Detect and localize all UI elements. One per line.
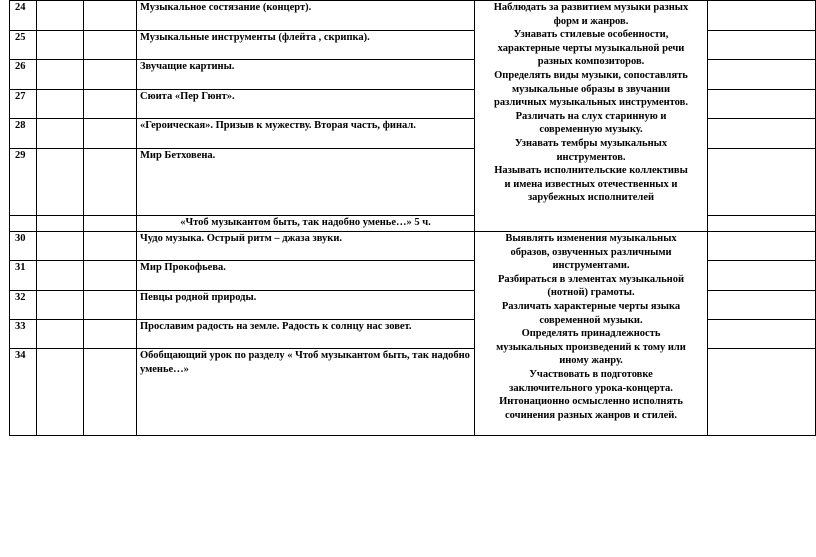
empty-cell bbox=[708, 261, 816, 291]
empty-cell bbox=[84, 232, 137, 261]
empty-cell bbox=[37, 349, 84, 436]
goal-line: Разбираться в элементах музыкальной bbox=[498, 273, 684, 285]
empty-cell bbox=[37, 31, 84, 60]
goal-line: и имена известных отечественных и bbox=[504, 178, 678, 190]
lesson-topic: Мир Бетховена. bbox=[137, 149, 475, 216]
empty-cell bbox=[708, 1, 816, 31]
goal-line: Наблюдать за развитием музыки разных bbox=[493, 2, 689, 13]
lesson-topic: Обобщающий урок по разделу « Чтоб музыкантом быть, так надобно уменье…» bbox=[137, 349, 475, 436]
learning-goals-cell bbox=[475, 232, 708, 436]
goal-line: форм и жанров. bbox=[553, 15, 629, 27]
empty-cell bbox=[708, 291, 816, 320]
lesson-number: 24 bbox=[10, 1, 37, 31]
lesson-topic: Звучащие картины. bbox=[137, 60, 475, 90]
empty-cell bbox=[708, 232, 816, 261]
goal-line: Участвовать в подготовке bbox=[529, 368, 653, 380]
lesson-number: 26 bbox=[10, 60, 37, 90]
goal-line: Определять принадлежность bbox=[521, 328, 661, 340]
lesson-number: 30 bbox=[10, 232, 37, 261]
empty-cell bbox=[84, 119, 137, 149]
goal-line: Узнавать тембры музыкальных bbox=[514, 137, 668, 149]
lesson-plan-table bbox=[9, 0, 816, 436]
section-title: «Чтоб музыкантом быть, так надобно уменье…» 5 ч. bbox=[137, 216, 475, 232]
goal-line: музыкальных произведений к тому или bbox=[496, 341, 686, 353]
empty-cell bbox=[708, 320, 816, 349]
lesson-topic: Музыкальное состязание (концерт). bbox=[137, 1, 475, 31]
lesson-topic: «Героическая». Призыв к мужеству. Вторая часть, финал. bbox=[137, 119, 475, 149]
empty-cell bbox=[84, 216, 137, 232]
empty-cell bbox=[37, 90, 84, 119]
goal-line: образов, озвученных различными bbox=[510, 246, 672, 258]
goal-line: сочинения разных жанров и стилей. bbox=[505, 409, 677, 421]
empty-cell bbox=[37, 216, 84, 232]
lesson-topic: Прославим радость на земле. Радость к солнцу нас зовет. bbox=[137, 320, 475, 349]
goal-line: инструментов. bbox=[556, 151, 626, 163]
lesson-number: 29 bbox=[10, 149, 37, 216]
lesson-number: 34 bbox=[10, 349, 37, 436]
empty-cell bbox=[37, 1, 84, 31]
empty-cell bbox=[37, 291, 84, 320]
goal-line: Называть исполнительские коллективы bbox=[494, 165, 688, 177]
goal-line: музыкальные образы в звучании bbox=[511, 83, 671, 95]
lesson-topic: Певцы родной природы. bbox=[137, 291, 475, 320]
goal-line: Узнавать стилевые особенности, bbox=[513, 29, 669, 41]
table-row bbox=[10, 232, 816, 261]
empty-cell bbox=[84, 261, 137, 291]
lesson-topic: Сюита «Пер Гюнт». bbox=[137, 90, 475, 119]
table-row bbox=[10, 1, 816, 31]
goal-line: Интонационно осмысленно исполнять bbox=[499, 396, 683, 408]
goal-line: Определять виды музыки, сопоставлять bbox=[494, 69, 688, 81]
goal-line: Различать на слух старинную и bbox=[515, 110, 667, 122]
goal-line: инструментами. bbox=[552, 260, 630, 272]
goal-line: современную музыку. bbox=[539, 124, 643, 136]
lesson-number: 28 bbox=[10, 119, 37, 149]
empty-cell bbox=[708, 119, 816, 149]
goal-line: зарубежных исполнителей bbox=[527, 192, 655, 204]
empty-cell bbox=[37, 119, 84, 149]
empty-cell bbox=[37, 232, 84, 261]
goal-line: характерные черты музыкальной речи bbox=[497, 42, 685, 54]
empty-cell bbox=[10, 216, 37, 232]
lesson-topic: Мир Прокофьева. bbox=[137, 261, 475, 291]
goal-line: разных композиторов. bbox=[537, 56, 645, 68]
empty-cell bbox=[37, 149, 84, 216]
lesson-topic: Чудо музыка. Острый ритм – джаза звуки. bbox=[137, 232, 475, 261]
empty-cell bbox=[84, 1, 137, 31]
lesson-number: 25 bbox=[10, 31, 37, 60]
goal-line: Различать характерные черты языка bbox=[501, 300, 681, 312]
goal-line: Выявлять изменения музыкальных bbox=[505, 233, 677, 244]
empty-cell bbox=[84, 149, 137, 216]
empty-cell bbox=[84, 31, 137, 60]
goal-line: заключительного урока-концерта. bbox=[509, 382, 673, 394]
empty-cell bbox=[708, 149, 816, 216]
empty-cell bbox=[37, 320, 84, 349]
empty-cell bbox=[84, 320, 137, 349]
empty-cell bbox=[708, 31, 816, 60]
learning-goals-cell bbox=[475, 1, 708, 232]
empty-cell bbox=[37, 60, 84, 90]
lesson-number: 32 bbox=[10, 291, 37, 320]
lesson-number: 31 bbox=[10, 261, 37, 291]
empty-cell bbox=[708, 60, 816, 90]
goal-line: различных музыкальных инструментов. bbox=[494, 97, 688, 109]
goal-line: иному жанру. bbox=[559, 355, 623, 367]
lesson-number: 33 bbox=[10, 320, 37, 349]
empty-cell bbox=[708, 216, 816, 232]
empty-cell bbox=[708, 90, 816, 119]
lesson-topic: Музыкальные инструменты (флейта , скрипка). bbox=[137, 31, 475, 60]
goal-line: (нотной) грамоты. bbox=[547, 287, 635, 299]
empty-cell bbox=[84, 90, 137, 119]
empty-cell bbox=[84, 60, 137, 90]
empty-cell bbox=[84, 349, 137, 436]
empty-cell bbox=[37, 261, 84, 291]
empty-cell bbox=[84, 291, 137, 320]
lesson-number: 27 bbox=[10, 90, 37, 119]
empty-cell bbox=[708, 349, 816, 436]
goal-line: современной музыки. bbox=[539, 314, 643, 326]
